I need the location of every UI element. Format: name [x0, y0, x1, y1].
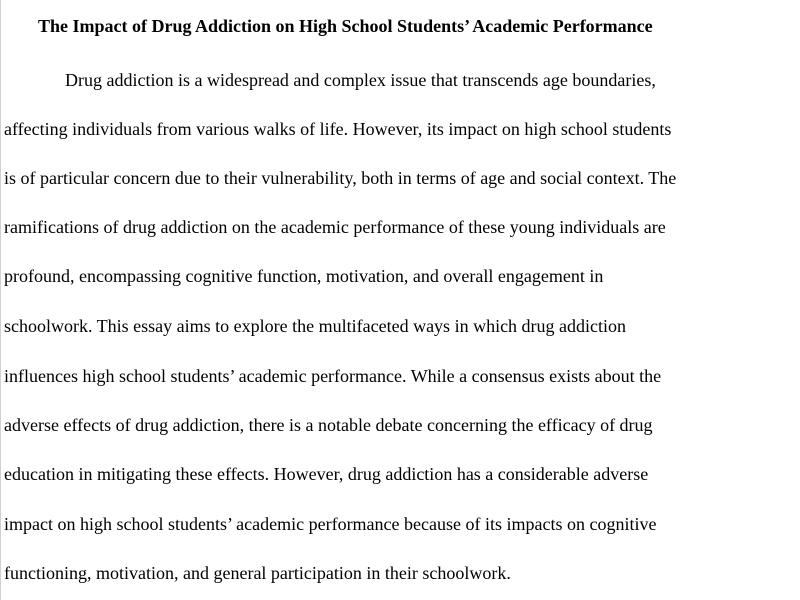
paragraph-line-7: influences high school students’ academic performance. While a consensus exists about the: [4, 366, 662, 386]
paragraph-line-8: adverse effects of drug addiction, there is a notable debate concerning the efficacy of drug: [4, 415, 653, 435]
paragraph-line-11: functioning, motivation, and general participation in their schoolwork.: [4, 563, 511, 583]
paragraph-line-5: profound, encompassing cognitive function, motivation, and overall engagement in: [4, 266, 604, 286]
paragraph-line-10: impact on high school students’ academic performance because of its impacts on cognitive: [4, 514, 657, 534]
page-edge: [0, 0, 1, 600]
document-title: The Impact of Drug Addiction on High School Students’ Academic Performance: [38, 16, 653, 36]
paragraph-line-4: ramifications of drug addiction on the academic performance of these young individuals are: [4, 217, 666, 237]
paragraph-line-2: affecting individuals from various walks of life. However, its impact on high school students: [4, 119, 672, 139]
paragraph-line-1: Drug addiction is a widespread and complex issue that transcends age boundaries,: [65, 70, 656, 90]
paragraph-line-3: is of particular concern due to their vulnerability, both in terms of age and social context. The: [4, 168, 677, 188]
paragraph-line-9: education in mitigating these effects. However, drug addiction has a considerable adverse: [4, 464, 649, 484]
paragraph-line-6: schoolwork. This essay aims to explore the multifaceted ways in which drug addiction: [4, 316, 627, 336]
